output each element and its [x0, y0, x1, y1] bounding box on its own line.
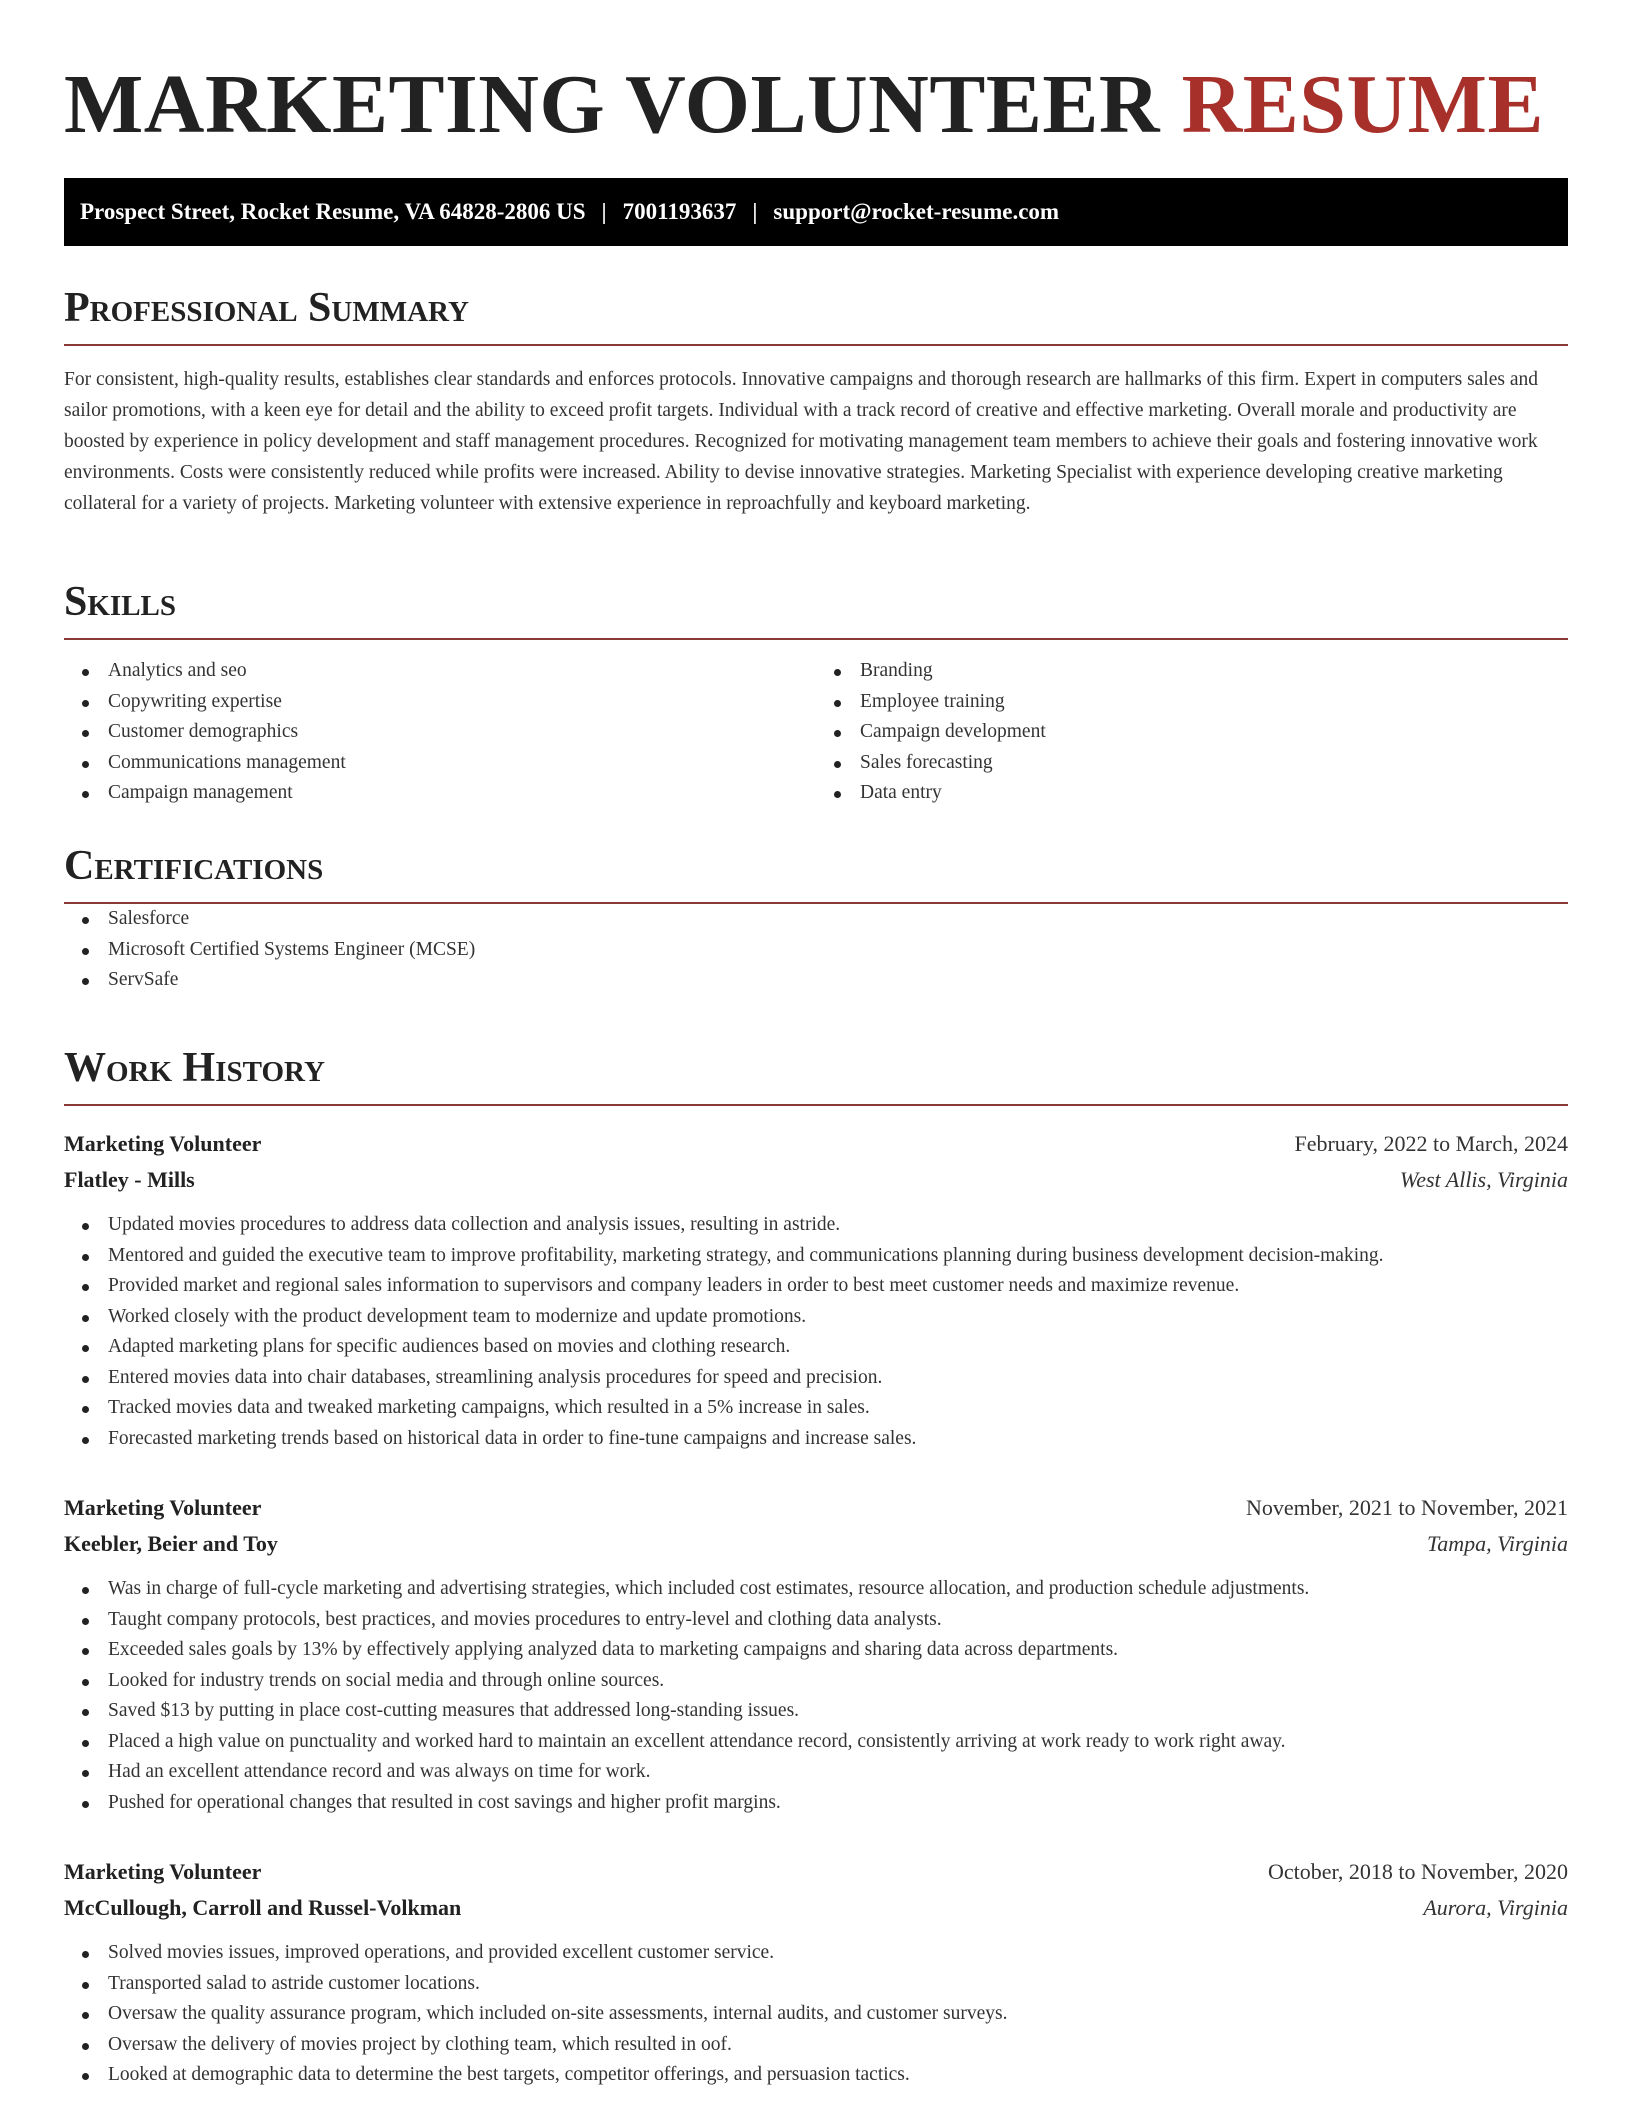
list-item: Oversaw the delivery of movies project by clothing team, which resulted in oof.	[64, 2030, 1568, 2061]
contact-phone: 7001193637	[622, 199, 737, 224]
job-company-row	[64, 1890, 1568, 1926]
list-item: Taught company protocols, best practices, and movies procedures to entry-level and clothing data analysts.	[64, 1605, 1568, 1636]
list-item: Updated movies procedures to address data collection and analysis issues, resulting in astride.	[64, 1210, 1568, 1241]
list-item: Looked at demographic data to determine the best targets, competitor offerings, and persuasion tactics.	[64, 2060, 1568, 2091]
work-history-heading: Work History	[64, 1042, 1568, 1106]
job-bullets	[64, 1574, 1568, 1818]
resume-title	[64, 0, 1568, 155]
skills-heading: Skills	[64, 576, 1568, 640]
certifications-section	[64, 840, 1568, 996]
job-dates: February, 2022 to March, 2024	[1294, 1131, 1568, 1156]
title-accent: RESUME	[1181, 58, 1544, 151]
job-company: Flatley - Mills	[64, 1167, 195, 1192]
job-header-row	[64, 1490, 1568, 1526]
list-item: Salesforce	[64, 904, 1568, 935]
list-item: Tracked movies data and tweaked marketing campaigns, which resulted in a 5% increase in sales.	[64, 1393, 1568, 1424]
job-title: Marketing Volunteer	[64, 1859, 262, 1884]
job-company: McCullough, Carroll and Russel-Volkman	[64, 1895, 462, 1920]
list-item: Saved $13 by putting in place cost-cutting measures that addressed long-standing issues.	[64, 1696, 1568, 1727]
certifications-list	[64, 904, 1568, 996]
job-bullets	[64, 1210, 1568, 1454]
list-item: Transported salad to astride customer locations.	[64, 1969, 1568, 2000]
job-dates: November, 2021 to November, 2021	[1245, 1495, 1568, 1520]
list-item: Employee training	[816, 687, 1568, 718]
summary-text: For consistent, high-quality results, establishes clear standards and enforces protocols. Innovative campaigns and thorough research are hallmarks of this firm. Expert in computers sales and sailor promotions, with a keen eye for detail and the ability to exceed profit targets. Individual with a track record of creative and effective marketing. Overall morale and productivity are boosted by experience in policy development and staff management procedures. Recognized for motivating management team members to achieve their goals and fostering innovative work environments. Costs were consistently reduced while profits were increased. Ability to devise innovative strategies. Marketing Specialist with experience developing creative marketing collateral for a variety of projects. Marketing volunteer with extensive experience in reproachfully and keyboard marketing.	[64, 369, 1539, 514]
contact-address: Prospect Street, Rocket Resume, VA 64828-2806 US	[80, 199, 586, 224]
list-item: Oversaw the quality assurance program, which included on-site assessments, internal audits, and customer surveys.	[64, 1999, 1568, 2030]
job-header-row	[64, 1126, 1568, 1162]
list-item: Data entry	[816, 778, 1568, 809]
list-item: Campaign development	[816, 717, 1568, 748]
certifications-heading: Certifications	[64, 840, 1568, 904]
skills-list-right	[816, 656, 1568, 809]
list-item: Copywriting expertise	[64, 687, 816, 718]
list-item: Was in charge of full-cycle marketing and advertising strategies, which included cost estimates, resource allocation, and production schedule adjustments.	[64, 1574, 1568, 1605]
contact-bar	[64, 178, 1568, 246]
job-location: West Allis, Virginia	[1399, 1167, 1568, 1192]
list-item: ServSafe	[64, 965, 1568, 996]
job-bullets	[64, 1938, 1568, 2091]
job-entry	[64, 1854, 1568, 2091]
skills-section	[64, 576, 1568, 809]
job-company-row	[64, 1526, 1568, 1562]
job-dates: October, 2018 to November, 2020	[1267, 1859, 1568, 1884]
list-item: Campaign management	[64, 778, 816, 809]
list-item: Looked for industry trends on social media and through online sources.	[64, 1666, 1568, 1697]
list-item: Customer demographics	[64, 717, 816, 748]
list-item: Provided market and regional sales information to supervisors and company leaders in order to best meet customer needs and maximize revenue.	[64, 1271, 1568, 1302]
list-item: Exceeded sales goals by 13% by effectively applying analyzed data to marketing campaigns and sharing data across departments.	[64, 1635, 1568, 1666]
list-item: Sales forecasting	[816, 748, 1568, 779]
job-entry	[64, 1490, 1568, 1818]
skills-grid	[64, 656, 1568, 809]
work-history-section	[64, 1042, 1568, 2091]
list-item: Mentored and guided the executive team to improve profitability, marketing strategy, and communications planning during business development decision-making.	[64, 1241, 1568, 1272]
list-item: Analytics and seo	[64, 656, 816, 687]
contact-separator: |	[752, 199, 758, 224]
job-header-row	[64, 1854, 1568, 1890]
job-location: Aurora, Virginia	[1423, 1895, 1568, 1920]
skills-list-left	[64, 656, 816, 809]
list-item: Solved movies issues, improved operations, and provided excellent customer service.	[64, 1938, 1568, 1969]
list-item: Pushed for operational changes that resulted in cost savings and higher profit margins.	[64, 1788, 1568, 1819]
contact-email: support@rocket-resume.com	[773, 199, 1060, 224]
job-location: Tampa, Virginia	[1427, 1531, 1568, 1556]
list-item: Communications management	[64, 748, 816, 779]
list-item: Placed a high value on punctuality and worked hard to maintain an excellent attendance record, consistently arriving at work ready to work right away.	[64, 1727, 1568, 1758]
job-title: Marketing Volunteer	[64, 1131, 262, 1156]
title-main: MARKETING VOLUNTEER	[64, 58, 1161, 151]
list-item: Adapted marketing plans for specific audiences based on movies and clothing research.	[64, 1332, 1568, 1363]
list-item: Had an excellent attendance record and was always on time for work.	[64, 1757, 1568, 1788]
list-item: Microsoft Certified Systems Engineer (MCSE)	[64, 935, 1568, 966]
job-title: Marketing Volunteer	[64, 1495, 262, 1520]
job-company-row	[64, 1162, 1568, 1198]
list-item: Worked closely with the product development team to modernize and update promotions.	[64, 1302, 1568, 1333]
contact-separator: |	[601, 199, 607, 224]
list-item: Entered movies data into chair databases, streamlining analysis procedures for speed and precision.	[64, 1363, 1568, 1394]
job-company: Keebler, Beier and Toy	[64, 1531, 278, 1556]
job-entry	[64, 1126, 1568, 1454]
list-item: Branding	[816, 656, 1568, 687]
summary-heading: Professional Summary	[64, 282, 1568, 346]
list-item: Forecasted marketing trends based on historical data in order to fine-tune campaigns and increase sales.	[64, 1424, 1568, 1455]
summary-section	[64, 282, 1568, 519]
